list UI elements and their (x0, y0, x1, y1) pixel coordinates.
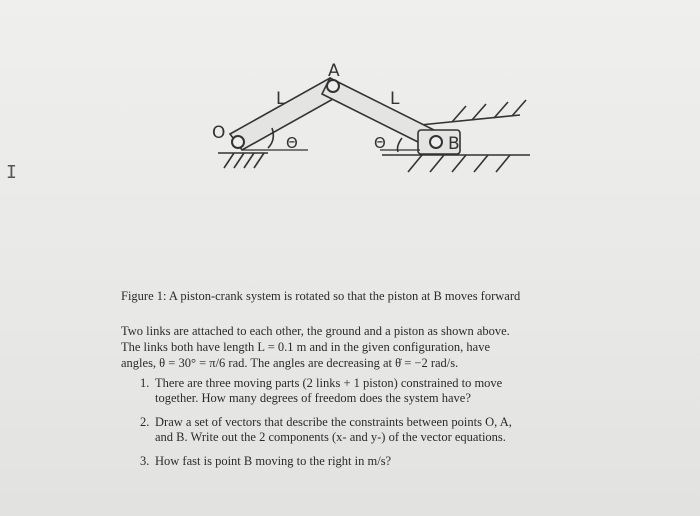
question-line: There are three moving parts (2 links + 1 piston) constrained to move (155, 376, 503, 390)
question-number: 1. (140, 376, 150, 390)
label-link-right: L (390, 89, 400, 109)
label-angle-left: Θ (286, 134, 298, 152)
question-item (140, 415, 570, 445)
question-line: together. How many degrees of freedom does the system have? (155, 391, 471, 405)
question-item (140, 454, 570, 469)
pin-b (430, 136, 442, 148)
label-angle-right: Θ (374, 134, 386, 152)
label-a: A (328, 61, 340, 81)
intro-line: The links both have length L = 0.1 m and in the given configuration, have (121, 340, 491, 354)
question-number: 2. (140, 415, 150, 429)
ground-left (218, 153, 268, 168)
question-line: Draw a set of vectors that describe the constraints between points O, A, (155, 415, 512, 429)
figure-caption: Figure 1: A piston-crank system is rotated so that the piston at B moves forward (121, 289, 521, 303)
intro-line: angles, θ = 30° = π/6 rad. The angles are decreasing at θ̇ = −2 rad/s. (121, 356, 459, 370)
question-line: and B. Write out the 2 components (x- and y-) of the vector equations. (155, 430, 506, 444)
rail-bottom (382, 155, 530, 172)
label-o: O (212, 123, 226, 143)
piston-crank-figure (190, 50, 540, 200)
rail-top (420, 100, 526, 125)
pin-a (327, 80, 339, 92)
text-cursor-icon: I (6, 162, 17, 183)
intro-line: Two links are attached to each other, the ground and a piston as shown above. (121, 324, 510, 338)
question-line: How fast is point B moving to the right in m/s? (155, 454, 392, 468)
pin-o (232, 136, 244, 148)
problem-intro (121, 323, 571, 371)
label-b: B (448, 134, 460, 154)
label-link-left: L (276, 89, 286, 109)
question-item (140, 376, 570, 406)
question-list (140, 376, 570, 478)
question-number: 3. (140, 454, 150, 468)
